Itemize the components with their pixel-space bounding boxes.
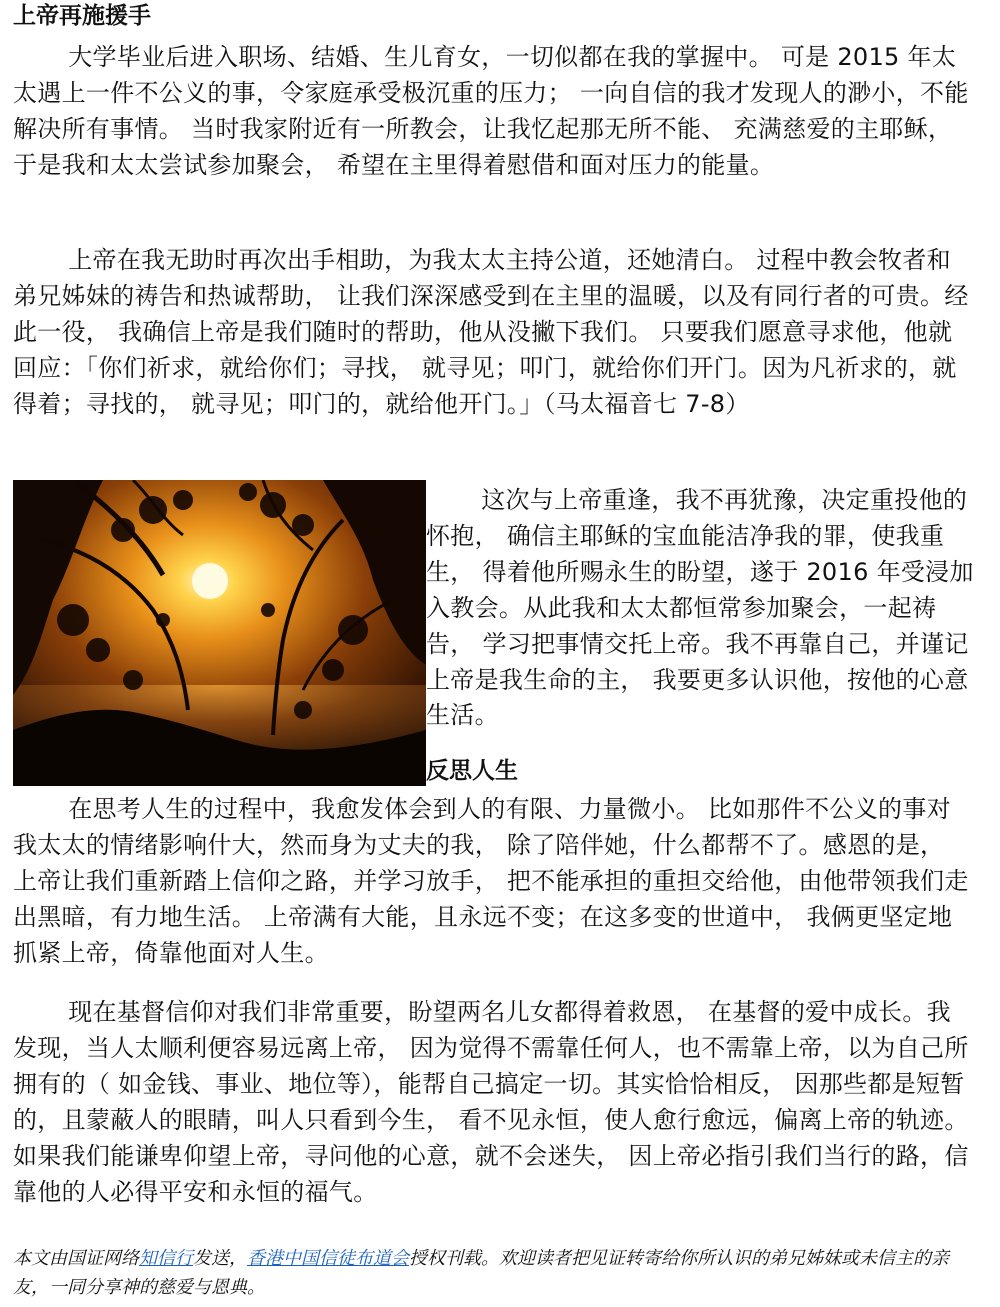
section-title: 上帝再施援手 [13, 3, 151, 29]
footer-text: 授权刊载。欢迎读者把见证转寄给你所认识的弟兄姊妹或未信主的亲友，一同分享神的慈爱与恩典。 [13, 1248, 949, 1298]
footer-text: 发送， [193, 1248, 247, 1269]
paragraph: 这次与上帝重逢，我不再犹豫，决定重投他的怀抱， 确信主耶稣的宝血能洁净我的罪，使我重生， 得着他所赐永生的盼望，遂于 2016 年受浸加入教会。从此我和太太都恒常参加聚会，一起祷告， 学习把事情交托上帝。我不再靠自己，并谨记上帝是我生命的主， 我要更多认识他，按他的心意生活。 [426, 486, 974, 730]
sunset-tree-photo [13, 480, 426, 786]
footer-note [13, 1244, 983, 1302]
paragraph: 现在基督信仰对我们非常重要，盼望两名儿女都得着救恩， 在基督的爱中成长。我发现，当人太顺利便容易远离上帝， 因为觉得不需靠任何人，也不需靠上帝，以为自己所拥有的（ 如金钱、事业、地位等），能帮自己搞定一切。其实恰恰相反， 因那些都是短暂的，且蒙蔽人的眼睛，叫人只看到今生， 看不见永恒，使人愈行愈远，偏离上帝的轨迹。 如果我们能谦卑仰望上帝，寻问他的心意，就不会迷失， 因上帝必指引我们当行的路，信靠他的人必得平安和永恒的福气。 [13, 998, 969, 1206]
paragraph: 大学毕业后进入职场、结婚、生儿育女，一切似都在我的掌握中。 可是 2015 年太太遇上一件不公义的事，令家庭承受极沉重的压力； 一向自信的我才发现人的渺小，不能解决所有事情。 当时我家附近有一所教会，让我忆起那无所不能、 充满慈爱的主耶稣，于是我和太太尝试参加聚会， 希望在主里得着慰借和面对压力的能量。 [13, 43, 969, 179]
paragraph: 上帝在我无助时再次出手相助，为我太太主持公道，还她清白。 过程中教会牧者和弟兄姊妹的祷告和热诚帮助， 让我们深深感受到在主里的温暖，以及有同行者的可贵。经此一役， 我确信上帝是我们随时的帮助，他从没撇下我们。 只要我们愿意寻求他，他就回应：「你们祈求，就给你们；寻找， 就寻见；叩门，就给你们开门。因为凡祈求的，就得着；寻找的， 就寻见；叩门的，就给他开门。」（马太福音七 7-8） [13, 246, 969, 418]
link-ccc-hk[interactable]: 香港中国信徒布道会 [247, 1248, 409, 1269]
footer-text: 本文由国证网络 [13, 1248, 139, 1269]
section-title: 反思人生 [426, 758, 518, 784]
link-zhixinxing[interactable]: 知信行 [139, 1248, 193, 1269]
paragraph: 在思考人生的过程中，我愈发体会到人的有限、力量微小。 比如那件不公义的事对我太太的情绪影响什大，然而身为丈夫的我， 除了陪伴她，什么都帮不了。感恩的是， 上帝让我们重新踏上信仰之路，并学习放手， 把不能承担的重担交给他，由他带领我们走出黑暗，有力地生活。 上帝满有大能，且永远不变；在这多变的世道中， 我俩更坚定地抓紧上帝，倚靠他面对人生。 [13, 795, 969, 967]
